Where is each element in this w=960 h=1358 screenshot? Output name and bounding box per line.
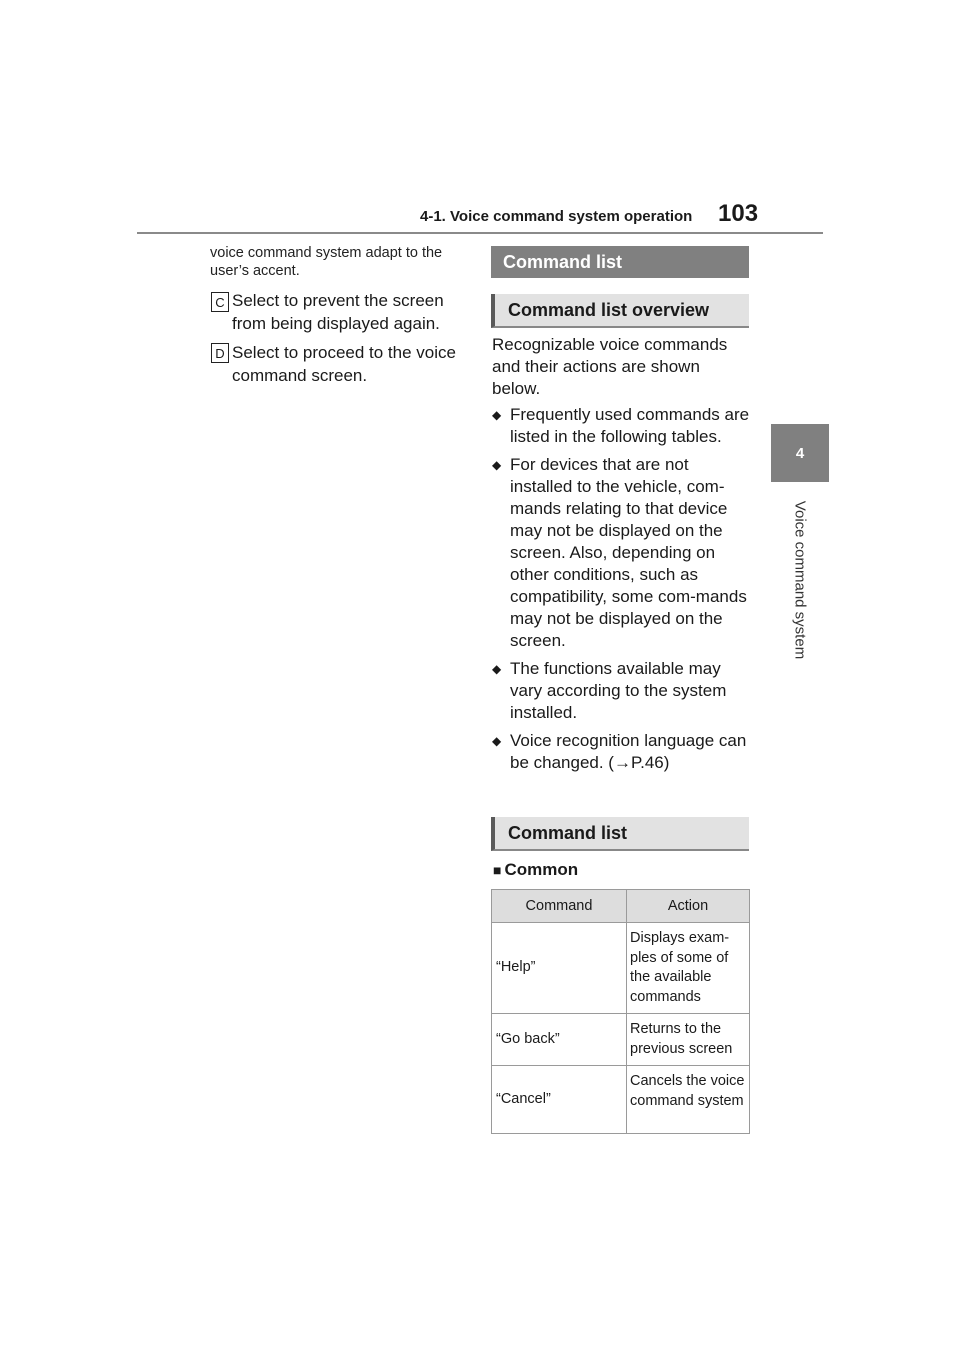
chapter-number: 4 xyxy=(795,444,805,462)
command-list-heading xyxy=(491,817,749,851)
section-title: 4-1. Voice command system operation xyxy=(420,208,693,225)
action-cell: Returns to the previous screen xyxy=(627,1014,750,1066)
step-c-marker: C xyxy=(211,292,229,312)
command-cell: “Cancel” xyxy=(492,1066,627,1134)
chapter-tab[interactable] xyxy=(771,424,829,482)
bullet-text: Voice recognition language can be changed. (→P.46) xyxy=(510,731,747,772)
column-header-command: Command xyxy=(492,890,627,923)
page-number: 103 xyxy=(718,200,759,227)
bullet-text: Frequently used commands are listed in the following tables. xyxy=(510,405,750,446)
table-row xyxy=(492,923,750,1014)
diamond-bullet-icon: ◆ xyxy=(492,662,502,676)
square-bullet-icon: ■ xyxy=(493,862,502,878)
chapter-side-label: Voice command system xyxy=(791,500,809,660)
column-header-action: Action xyxy=(627,890,750,923)
bullet-item xyxy=(492,658,752,724)
heading-text: Command list overview xyxy=(508,299,710,320)
command-cell: “Help” xyxy=(492,923,627,1014)
bullet-text: The functions available may vary according to the system installed. xyxy=(510,659,727,722)
table-row xyxy=(492,1066,750,1134)
common-subheading xyxy=(493,860,578,880)
table-header-row xyxy=(492,890,750,923)
step-d-text: Select to proceed to the voice command screen. xyxy=(232,343,456,385)
command-table xyxy=(491,889,750,1134)
diamond-bullet-icon: ◆ xyxy=(492,458,502,472)
bullet-list xyxy=(492,404,752,780)
table-row xyxy=(492,1014,750,1066)
command-list-main-heading xyxy=(491,246,749,278)
overview-paragraph: Recognizable voice commands and their actions are shown below. xyxy=(492,335,728,398)
header-divider xyxy=(137,232,823,234)
step-c-text: Select to prevent the screen from being displayed again. xyxy=(232,291,444,333)
bullet-item xyxy=(492,404,752,448)
action-cell: Displays exam-ples of some of the available commands xyxy=(627,923,750,1014)
heading-text: Command list xyxy=(508,822,628,843)
bullet-text: For devices that are not installed to the vehicle, com-mands relating to that device may not be displayed on the screen. Also, depending on other conditions, such as compatibility, some com-mands may not be displayed on the screen. xyxy=(510,455,747,650)
bullet-item xyxy=(492,730,752,774)
diamond-bullet-icon: ◆ xyxy=(492,408,502,422)
heading-text: Command list xyxy=(503,251,623,272)
bullet-item xyxy=(492,454,752,652)
command-cell: “Go back” xyxy=(492,1014,627,1066)
action-cell: Cancels the voice command system xyxy=(627,1066,750,1134)
step-d-marker: D xyxy=(211,343,229,363)
intro-continuation-text: voice command system adapt to the user’s accent. xyxy=(210,245,443,279)
diamond-bullet-icon: ◆ xyxy=(492,734,502,748)
command-list-overview-heading xyxy=(491,294,749,328)
subheading-text: Common xyxy=(504,860,579,879)
